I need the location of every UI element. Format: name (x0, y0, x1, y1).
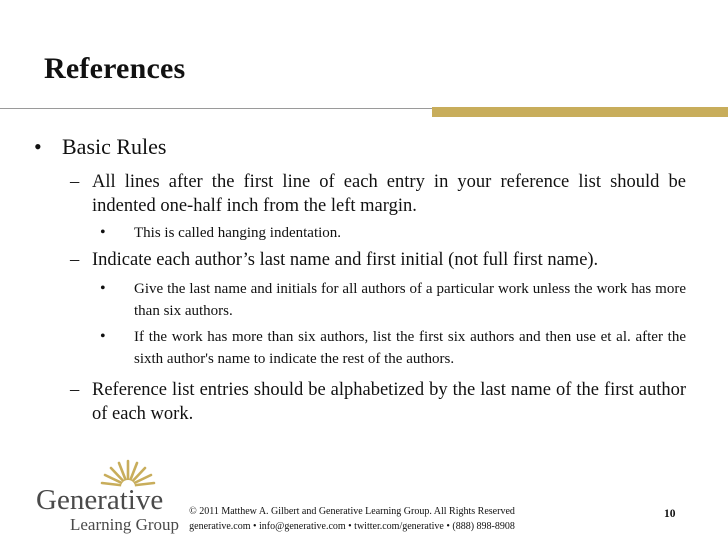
sub-bullet-text: Reference list entries should be alphabetized by the last name of the first author of each work. (92, 380, 686, 424)
page-number: 10 (664, 508, 676, 520)
slide-title: References (44, 52, 186, 85)
contact-text: generative.com • info@generative.com • twitter.com/generative • (888) 898-8908 (189, 521, 515, 532)
title-accent-bar (432, 107, 728, 117)
footer-info (172, 504, 532, 534)
sub-bullet-text: All lines after the first line of each entry in your reference list should be indented one-half inch from the left margin. (92, 172, 686, 216)
sub-sub-bullet-text: This is called hanging indentation. (134, 225, 342, 241)
bullet-text: Basic Rules (62, 134, 167, 159)
logo-text-primary: Generative (36, 484, 164, 516)
bullet-icon: • (100, 328, 106, 345)
logo-text-secondary: Learning Group (70, 515, 180, 534)
bullet-icon: • (100, 224, 106, 241)
dash-icon: – (70, 172, 80, 192)
sub-bullet-text: Indicate each author’s last name and first initial (not full first name). (92, 250, 599, 270)
sub-sub-bullet-text: If the work has more than six authors, list the first six authors and then use et al. after the sixth author's name to indicate the rest of the authors. (134, 329, 686, 367)
copyright-text: © 2011 Matthew A. Gilbert and Generative Learning Group. All Rights Reserved (189, 506, 515, 517)
bullet-icon: • (100, 280, 106, 297)
dash-icon: – (70, 380, 80, 400)
bullet-icon: • (34, 134, 42, 159)
sub-sub-bullet-text: Give the last name and initials for all authors of a particular work unless the work has more than six authors. (134, 281, 686, 319)
company-logo (36, 458, 180, 538)
dash-icon: – (70, 250, 80, 270)
